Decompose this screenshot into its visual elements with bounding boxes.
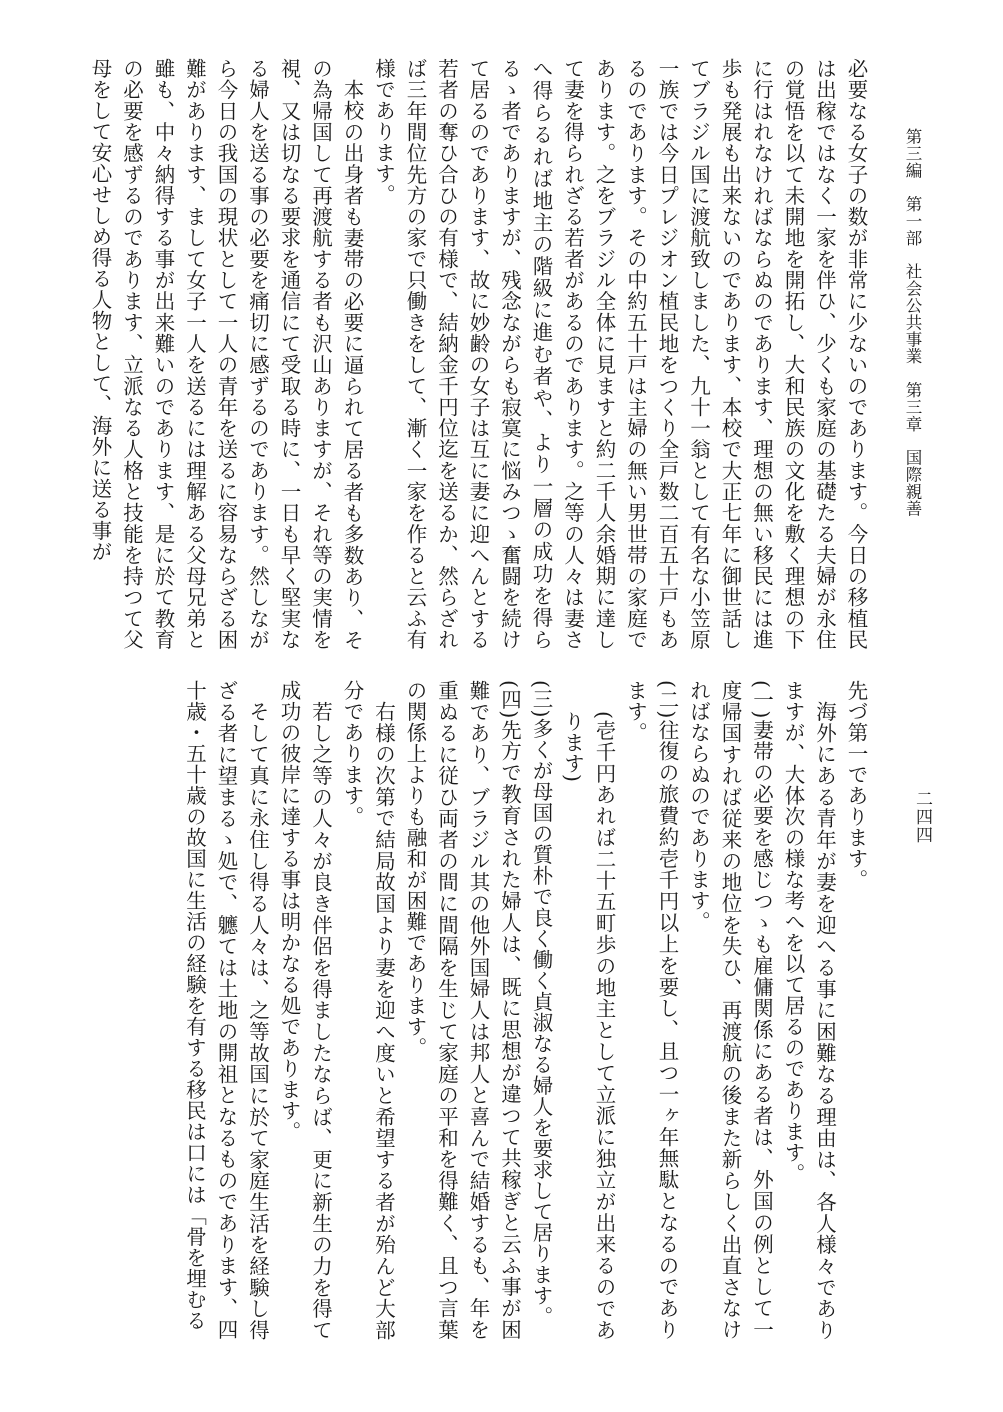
list-item: (二)往復の旅費約壱千円以上を要し、且つ一ヶ年無駄となるのであります。 bbox=[623, 680, 679, 1340]
paragraph: 本校の出身者も妻帯の必要に逼られて居る者も多数あり、その為帰国して再渡航する者も沢山ありますが、それ等の実情を視、又は切なる要求を通信にて受取る時に、一日も早く堅実なる婦人を送る事の必要を痛切に感ずるのであります。然しながら今日の我国の現状として一人の青年を送るに容易ならざる困難があります、まして女子一人を送るには理解ある父母兄弟と雖も、中々納得する事が出来難いのであります、是に於て教育の必要を感ずるのであります、立派なる人格と技能を持つて父母をして安心せしめ得る人物として、海外に送る事が bbox=[88, 58, 364, 650]
page-number: 二四四 bbox=[912, 790, 932, 844]
paragraph: 先づ第一であります。 bbox=[844, 680, 868, 890]
list-item: (一)妻帯の必要を感じつゝも雇傭関係にある者は、外国の例として一度帰国すれば従来の地位を失ひ、再渡航の後また新らしく出直さなければならぬのであります。 bbox=[686, 680, 774, 1340]
paragraph: 海外にある青年が妻を迎へる事に困難なる理由は、各人様々でありますが、大体次の様な考へを以て居るのであります。 bbox=[781, 680, 837, 1340]
note: (壱千円あれば二十五町歩の地主として立派に独立が出来るのであります) bbox=[560, 710, 616, 1340]
list-item: (四)先方で教育された婦人は、既に思想が違つて共稼ぎと云ふ事が困難であり、ブラジル其の他外国婦人は邦人と喜んで結婚するも、年を重ぬるに従ひ両者の間に間隔を生じて家庭の平和を得難く、且つ言葉の関係上よりも融和が困難であります。 bbox=[403, 680, 522, 1340]
running-header: 第三編 第一部 社会公共事業 第三章 国際親善 bbox=[903, 128, 922, 517]
paragraph: 必要なる女子の数が非常に少ないのであります。今日の移植民は出稼ではなく一家を伴ひ、少くも家庭の基礎たる夫婦が永住の覚悟を以て未開地を開拓し、大和民族の文化を敷く理想の下に行はれなければならぬのであります、理想の無い移民には進歩も発展も出来ないのであります、本校で大正七年に御世話してブラジル国に渡航致しました、九十一翁として有名な小笠原一族では今日プレジオン植民地をつくり全戸数二百五十戸もあるのであります。その中約五十戸は主婦の無い男世帯の家庭であります。之をブラジル全体に見ますと約二千人余婚期に達して妻を得られざる若者があるのであります。之等の人々は妻さへ得らるれば地主の階級に進む者や、より一層の成功を得らるゝ者でありますが、残念ながらも寂寞に悩みつゝ奮闘を続けて居るのであります、故に妙齢の女子は互に妻に迎へんとする若者の奪ひ合ひの有様で、結納金千円位迄を送るか、然らざれば三年間位先方の家で只働きをして、漸く一家を作ると云ふ有様であります。 bbox=[371, 58, 868, 651]
paragraph: 若し之等の人々が良き伴侶を得ましたならば、更に新生の力を得て成功の彼岸に達する事は明かなる処であります。 bbox=[277, 680, 333, 1340]
paragraph: 右様の次第で結局故国より妻を迎へ度いと希望する者が殆んど大部分であります。 bbox=[340, 680, 396, 1340]
lower-text-block bbox=[146, 680, 871, 1340]
upper-text-block bbox=[88, 58, 871, 651]
list-item: (三)多くが母国の質朴で良く働く貞淑なる婦人を要求して居ります。 bbox=[529, 680, 553, 1327]
paragraph: そして真に永住し得る人々は、之等故国に於て家庭生活を経験し得ざる者に望まるゝ処で、軈ては土地の開祖となるものであります、四十歳・五十歳の故国に生活の経験を有する移民は口には「骨を埋むる bbox=[182, 680, 270, 1340]
